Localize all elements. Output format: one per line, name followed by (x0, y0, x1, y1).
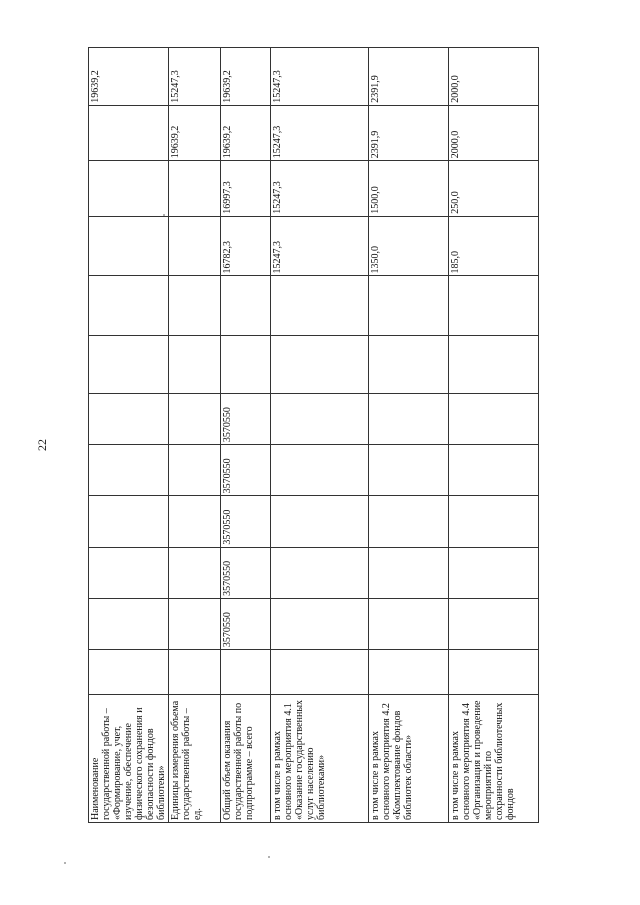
table-cell: 1500,0 (369, 161, 449, 217)
table-cell (449, 336, 539, 394)
scan-speck (64, 862, 66, 864)
table-cell: 15247,3 (271, 105, 369, 161)
row-label: в том числе в рамках основного мероприятия 4.2 «Комплектование фондов библиотек области» (369, 694, 449, 822)
table-cell (89, 547, 169, 598)
table-body (89, 48, 539, 823)
scan-speck (268, 856, 270, 858)
table-cell (449, 598, 539, 649)
table-cell: 15247,3 (271, 48, 369, 106)
table-cell (169, 598, 221, 649)
table-cell (89, 276, 169, 336)
table-cell (89, 598, 169, 649)
table-cell: 250,0 (449, 161, 539, 217)
table-cell (89, 105, 169, 161)
table-cell (169, 276, 221, 336)
table-cell (271, 276, 369, 336)
table-cell: 15247,3 (271, 161, 369, 217)
table-cell (221, 336, 271, 394)
table-cell (271, 445, 369, 496)
table-cell (271, 650, 369, 695)
table-row (89, 48, 169, 823)
table-cell (369, 393, 449, 444)
row-label: Общий объем оказания государственной работы по подпрограмме – всего (221, 694, 271, 822)
page-number: 22 (35, 439, 49, 451)
table-cell (271, 598, 369, 649)
table-cell (369, 496, 449, 547)
table-cell (169, 445, 221, 496)
table-cell: 16997,3 (221, 161, 271, 217)
table-cell (89, 650, 169, 695)
table-row (449, 48, 539, 823)
table-cell (89, 445, 169, 496)
row-label: в том числе в рамках основного мероприятия 4.1 «Оказание государственных услуг населению библиотеками» (271, 694, 369, 822)
table-cell: 19639,2 (221, 48, 271, 106)
table-cell (89, 336, 169, 394)
table-row (369, 48, 449, 823)
table-cell (271, 547, 369, 598)
scan-speck (163, 214, 165, 216)
table-cell (449, 445, 539, 496)
table-cell (369, 598, 449, 649)
table-cell: 3570550 (221, 445, 271, 496)
table-cell: 3570550 (221, 393, 271, 444)
table-cell: 3570550 (221, 598, 271, 649)
table-row (271, 48, 369, 823)
table-cell (449, 393, 539, 444)
table-cell: 2391,9 (369, 105, 449, 161)
table-cell: 19639,2 (169, 105, 221, 161)
table-rotated-wrapper (88, 47, 520, 823)
table-cell (271, 496, 369, 547)
table-cell (89, 496, 169, 547)
table-cell (271, 393, 369, 444)
table-cell (271, 336, 369, 394)
data-table (88, 47, 539, 823)
table-cell: 185,0 (449, 216, 539, 276)
row-label: Наименование государственной работы – «Формирование, учет, изучение, обеспечение физического сохранения и безопасности фондов библиотеки» (89, 694, 169, 822)
table-cell (169, 161, 221, 217)
table-cell (221, 650, 271, 695)
table-cell: 16782,3 (221, 216, 271, 276)
table-cell: 3570550 (221, 496, 271, 547)
table-cell (369, 336, 449, 394)
table-cell: 15247,3 (169, 48, 221, 106)
table-cell: 1350,0 (369, 216, 449, 276)
table-cell (221, 276, 271, 336)
table-row (221, 48, 271, 823)
table-cell: 15247,3 (271, 216, 369, 276)
table-cell (169, 496, 221, 547)
table-cell (169, 216, 221, 276)
table-cell (369, 276, 449, 336)
table-cell: 19639,2 (89, 48, 169, 106)
table-cell: 2391,9 (369, 48, 449, 106)
table-cell (89, 161, 169, 217)
table-cell: 2000,0 (449, 48, 539, 106)
table-cell (369, 445, 449, 496)
table-cell (449, 650, 539, 695)
table-cell (169, 547, 221, 598)
table-cell (449, 496, 539, 547)
table-cell (169, 650, 221, 695)
row-label: в том числе в рамках основного мероприятия 4.4 «Организация и проведение мероприятий по сохранности библиотечных фондов (449, 694, 539, 822)
table-cell (449, 276, 539, 336)
table-cell (89, 216, 169, 276)
table-cell: 19639,2 (221, 105, 271, 161)
table-cell: 3570550 (221, 547, 271, 598)
row-label: Единицы измерения объема государственной работы – ед. (169, 694, 221, 822)
table-cell (89, 393, 169, 444)
table-cell (449, 547, 539, 598)
table-cell: 2000,0 (449, 105, 539, 161)
table-cell (369, 547, 449, 598)
table-cell (169, 336, 221, 394)
table-row (169, 48, 221, 823)
table-cell (369, 650, 449, 695)
table-cell (169, 393, 221, 444)
